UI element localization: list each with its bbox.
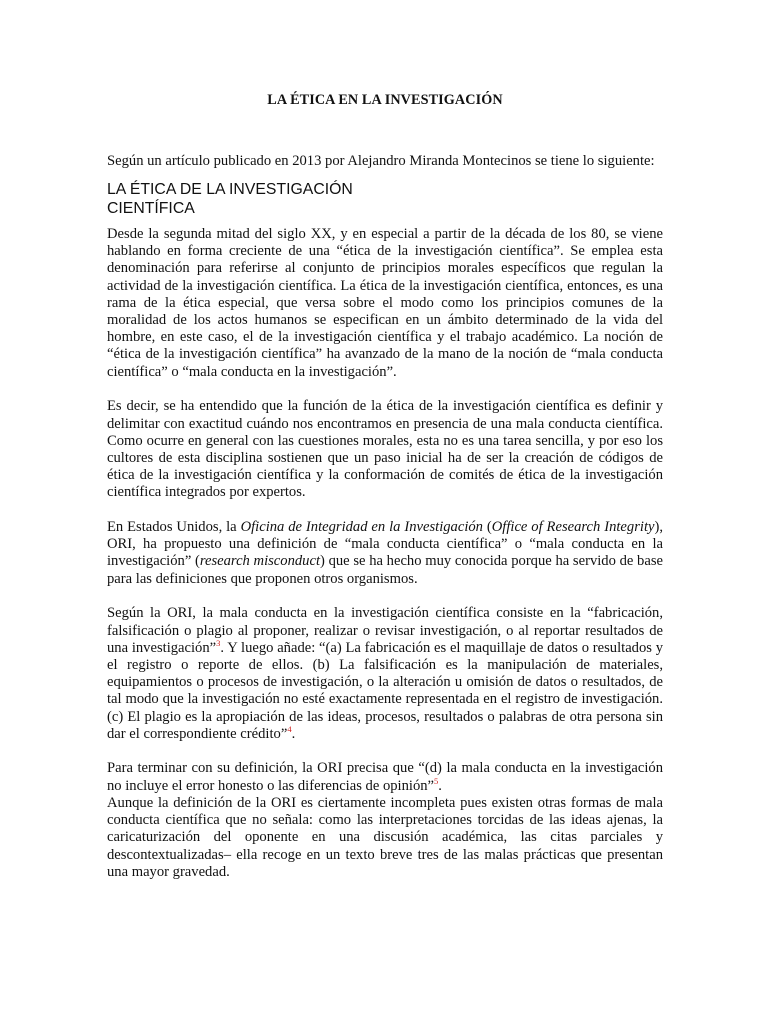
paragraph-4 bbox=[107, 605, 663, 743]
paragraph-3-italic-3: research misconduct bbox=[199, 553, 321, 570]
paragraph-3-text-a: En Estados Unidos, la bbox=[107, 519, 241, 536]
paragraph-6: Aunque la definición de la ORI es ciertamente incompleta pues existen otras formas de mala conducta científica que no señala: como las interpretaciones torcidas de las ideas ajenas, la caricaturización del oponente en una discusión académica, las citas parciales y descontextualizadas– ella recoge en un texto breve tres de las malas prácticas que presentan una mayor gravedad. bbox=[107, 794, 663, 880]
footnote-ref-4[interactable]: 4 bbox=[287, 723, 292, 734]
section-title-line-2: CIENTÍFICA bbox=[107, 200, 195, 217]
document-title: LA ÉTICA EN LA INVESTIGACIÓN bbox=[267, 92, 503, 108]
paragraph-3-text-c: ), ORI, ha propuesto una definición de “mala conducta científica” o “mala conducta en la investigación” ( bbox=[107, 519, 663, 570]
paragraph-5-text-a: Para terminar con su definición, la ORI precisa que “(d) la mala conducta en la investigación no incluye el error honesto o las diferencias de opinión” bbox=[107, 760, 663, 794]
paragraph-4-text-c: . bbox=[291, 725, 296, 742]
paragraph-4-text-b: . Y luego añade: “(a) La fabricación es el maquillaje de datos o resultados y el registro o reporte de ellos. (b) La falsificación es la manipulación de materiales, equipamientos o procesos de investigación, o la alteración u omisión de datos o resultados, de tal modo que la investigación no esté exactamente representada en el registro de investigación. (c) El plagio es la apropiación de las ideas, procesos, resultados o palabras de otra persona sin dar el correspondiente crédito” bbox=[107, 639, 664, 742]
footnote-ref-3[interactable]: 3 bbox=[216, 637, 221, 648]
paragraph-2: Es decir, se ha entendido que la función de la ética de la investigación científica es definir y delimitar con exactitud cuándo nos encontramos en presencia de una mala conducta científica. Como ocurre en general con las cuestiones morales, esta no es una tarea sencilla, y por eso los cultores de esta disciplina sostienen que un paso inicial ha de ser la creación de códigos de ética de la investigación científica y la conformación de comités de ética de la investigación científica integrados por expertos. bbox=[107, 398, 663, 501]
paragraph-3 bbox=[107, 519, 663, 588]
intro-line: Según un artículo publicado en 2013 por Alejandro Miranda Montecinos se tiene lo siguiente: bbox=[107, 153, 655, 169]
section-title bbox=[107, 180, 407, 218]
section-title-line-1: LA ÉTICA DE LA INVESTIGACIÓN bbox=[107, 181, 353, 198]
paragraph-4-text-a: Según la ORI, la mala conducta en la investigación científica consiste en la “fabricación, falsificación o plagio al proponer, realizar o revisar investigación, o al reportar resultados de una investigación” bbox=[107, 605, 663, 656]
paragraph-5 bbox=[107, 760, 663, 794]
paragraph-3-italic-2: Office of Research Integrity bbox=[491, 519, 655, 536]
paragraph-3-text-b: ( bbox=[482, 519, 492, 536]
paragraph-1: Desde la segunda mitad del siglo XX, y en especial a partir de la década de los 80, se viene hablando en forma creciente de una “ética de la investigación científica”. Se emplea esta denominación para referirse al conjunto de principios morales específicos que regulan la actividad de la investigación científica. La ética de la investigación científica, entonces, es una rama de la ética especial, que versa sobre el modo como los principios comunes de la moralidad de los actos humanos se especifican en un ámbito determinado de la vida del hombre, en este caso, el de la investigación científica y el trabajo académico. La noción de “ética de la investigación científica” ha avanzado de la mano de la noción de “mala conducta científica” o “mala conducta en la investigación”. bbox=[107, 226, 663, 380]
paragraph-5-text-b: . bbox=[438, 777, 442, 794]
paragraph-3-italic-1: Oficina de Integridad en la Investigación bbox=[240, 519, 483, 536]
paragraph-3-text-d: ) que se ha hecho muy conocida porque ha servido de base para las definiciones que proponen otros organismos. bbox=[107, 553, 663, 587]
footnote-ref-5[interactable]: 5 bbox=[434, 775, 439, 786]
document-body bbox=[107, 226, 663, 881]
